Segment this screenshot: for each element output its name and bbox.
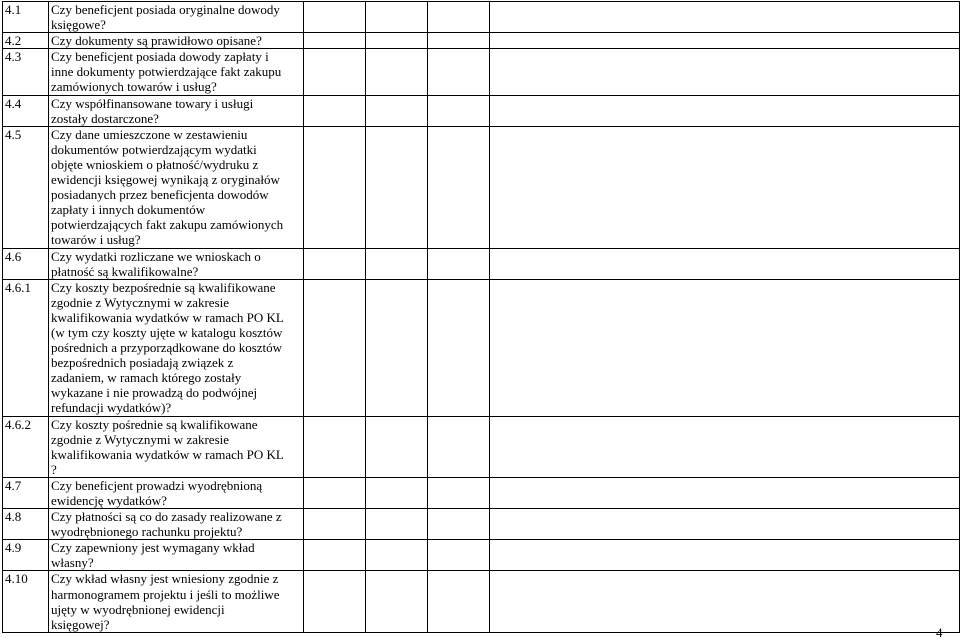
table-row [3, 509, 960, 540]
question-text: Czy dokumenty są prawidłowo opisane? [49, 33, 304, 49]
row-number: 4.5 [3, 126, 49, 248]
table-row [3, 33, 960, 49]
answer-cell[interactable] [304, 49, 366, 95]
answer-cell[interactable] [304, 571, 366, 632]
question-text: Czy beneficjent posiada oryginalne dowody księgowe? [49, 2, 304, 33]
row-number: 4.2 [3, 33, 49, 49]
answer-cell[interactable] [428, 2, 490, 33]
answer-cell[interactable] [366, 33, 428, 49]
answer-cell[interactable] [366, 95, 428, 126]
answer-cell[interactable] [428, 571, 490, 632]
table-row [3, 540, 960, 571]
remarks-cell[interactable] [490, 571, 960, 632]
table-row [3, 477, 960, 508]
remarks-cell[interactable] [490, 33, 960, 49]
question-text: Czy wkład własny jest wniesiony zgodnie z harmonogramem projektu i jeśli to możliwe ujęty w wyodrębnionej ewidencji księgowej? [49, 571, 304, 632]
table-row [3, 571, 960, 632]
row-number: 4.8 [3, 509, 49, 540]
question-text: Czy beneficjent posiada dowody zapłaty i inne dokumenty potwierdzające fakt zakupu zamówionych towarów i usług? [49, 49, 304, 95]
remarks-cell[interactable] [490, 95, 960, 126]
row-number: 4.6 [3, 248, 49, 279]
remarks-cell[interactable] [490, 248, 960, 279]
answer-cell[interactable] [366, 477, 428, 508]
checklist-table [2, 1, 960, 633]
answer-cell[interactable] [304, 477, 366, 508]
remarks-cell[interactable] [490, 49, 960, 95]
row-number: 4.10 [3, 571, 49, 632]
table-row [3, 248, 960, 279]
table-row [3, 2, 960, 33]
remarks-cell[interactable] [490, 509, 960, 540]
remarks-cell[interactable] [490, 477, 960, 508]
answer-cell[interactable] [366, 540, 428, 571]
answer-cell[interactable] [428, 95, 490, 126]
answer-cell[interactable] [366, 2, 428, 33]
answer-cell[interactable] [428, 126, 490, 248]
table-row [3, 126, 960, 248]
answer-cell[interactable] [428, 509, 490, 540]
answer-cell[interactable] [366, 571, 428, 632]
question-text: Czy współfinansowane towary i usługi zostały dostarczone? [49, 95, 304, 126]
table-row [3, 49, 960, 95]
answer-cell[interactable] [428, 540, 490, 571]
question-text: Czy zapewniony jest wymagany wkład własny? [49, 540, 304, 571]
row-number: 4.4 [3, 95, 49, 126]
remarks-cell[interactable] [490, 126, 960, 248]
answer-cell[interactable] [304, 279, 366, 416]
answer-cell[interactable] [366, 416, 428, 477]
answer-cell[interactable] [366, 49, 428, 95]
answer-cell[interactable] [428, 477, 490, 508]
row-number: 4.6.2 [3, 416, 49, 477]
answer-cell[interactable] [304, 416, 366, 477]
row-number: 4.7 [3, 477, 49, 508]
answer-cell[interactable] [304, 126, 366, 248]
answer-cell[interactable] [366, 248, 428, 279]
answer-cell[interactable] [366, 509, 428, 540]
answer-cell[interactable] [304, 509, 366, 540]
page-number: 4 [936, 625, 943, 640]
answer-cell[interactable] [428, 279, 490, 416]
remarks-cell[interactable] [490, 416, 960, 477]
row-number: 4.9 [3, 540, 49, 571]
question-text: Czy dane umieszczone w zestawieniu dokumentów potwierdzającym wydatki objęte wnioskiem o płatność/wydruku z ewidencji księgowej wynikają z oryginałów posiadanych przez beneficjenta dowodów zapłaty i innych dokumentów potwierdzających fakt zakupu zamówionych towarów i usług? [49, 126, 304, 248]
question-text: Czy wydatki rozliczane we wnioskach o płatność są kwalifikowalne? [49, 248, 304, 279]
answer-cell[interactable] [304, 33, 366, 49]
answer-cell[interactable] [304, 540, 366, 571]
row-number: 4.6.1 [3, 279, 49, 416]
answer-cell[interactable] [366, 126, 428, 248]
row-number: 4.3 [3, 49, 49, 95]
answer-cell[interactable] [304, 95, 366, 126]
remarks-cell[interactable] [490, 279, 960, 416]
answer-cell[interactable] [428, 416, 490, 477]
remarks-cell[interactable] [490, 540, 960, 571]
table-row [3, 95, 960, 126]
question-text: Czy beneficjent prowadzi wyodrębnioną ewidencję wydatków? [49, 477, 304, 508]
table-row [3, 416, 960, 477]
answer-cell[interactable] [304, 2, 366, 33]
answer-cell[interactable] [304, 248, 366, 279]
row-number: 4.1 [3, 2, 49, 33]
remarks-cell[interactable] [490, 2, 960, 33]
answer-cell[interactable] [428, 33, 490, 49]
table-row [3, 279, 960, 416]
question-text: Czy koszty bezpośrednie są kwalifikowane zgodnie z Wytycznymi w zakresie kwalifikowania wydatków w ramach PO KL (w tym czy koszty ujęte w katalogu kosztów pośrednich a przyporządkowane do kosztów bezpośrednich posiadają związek z zadaniem, w ramach którego zostały wykazane i nie prowadzą do podwójnej refundacji wydatków)? [49, 279, 304, 416]
answer-cell[interactable] [366, 279, 428, 416]
question-text: Czy płatności są co do zasady realizowane z wyodrębnionego rachunku projektu? [49, 509, 304, 540]
question-text: Czy koszty pośrednie są kwalifikowane zgodnie z Wytycznymi w zakresie kwalifikowania wydatków w ramach PO KL ? [49, 416, 304, 477]
answer-cell[interactable] [428, 248, 490, 279]
answer-cell[interactable] [428, 49, 490, 95]
